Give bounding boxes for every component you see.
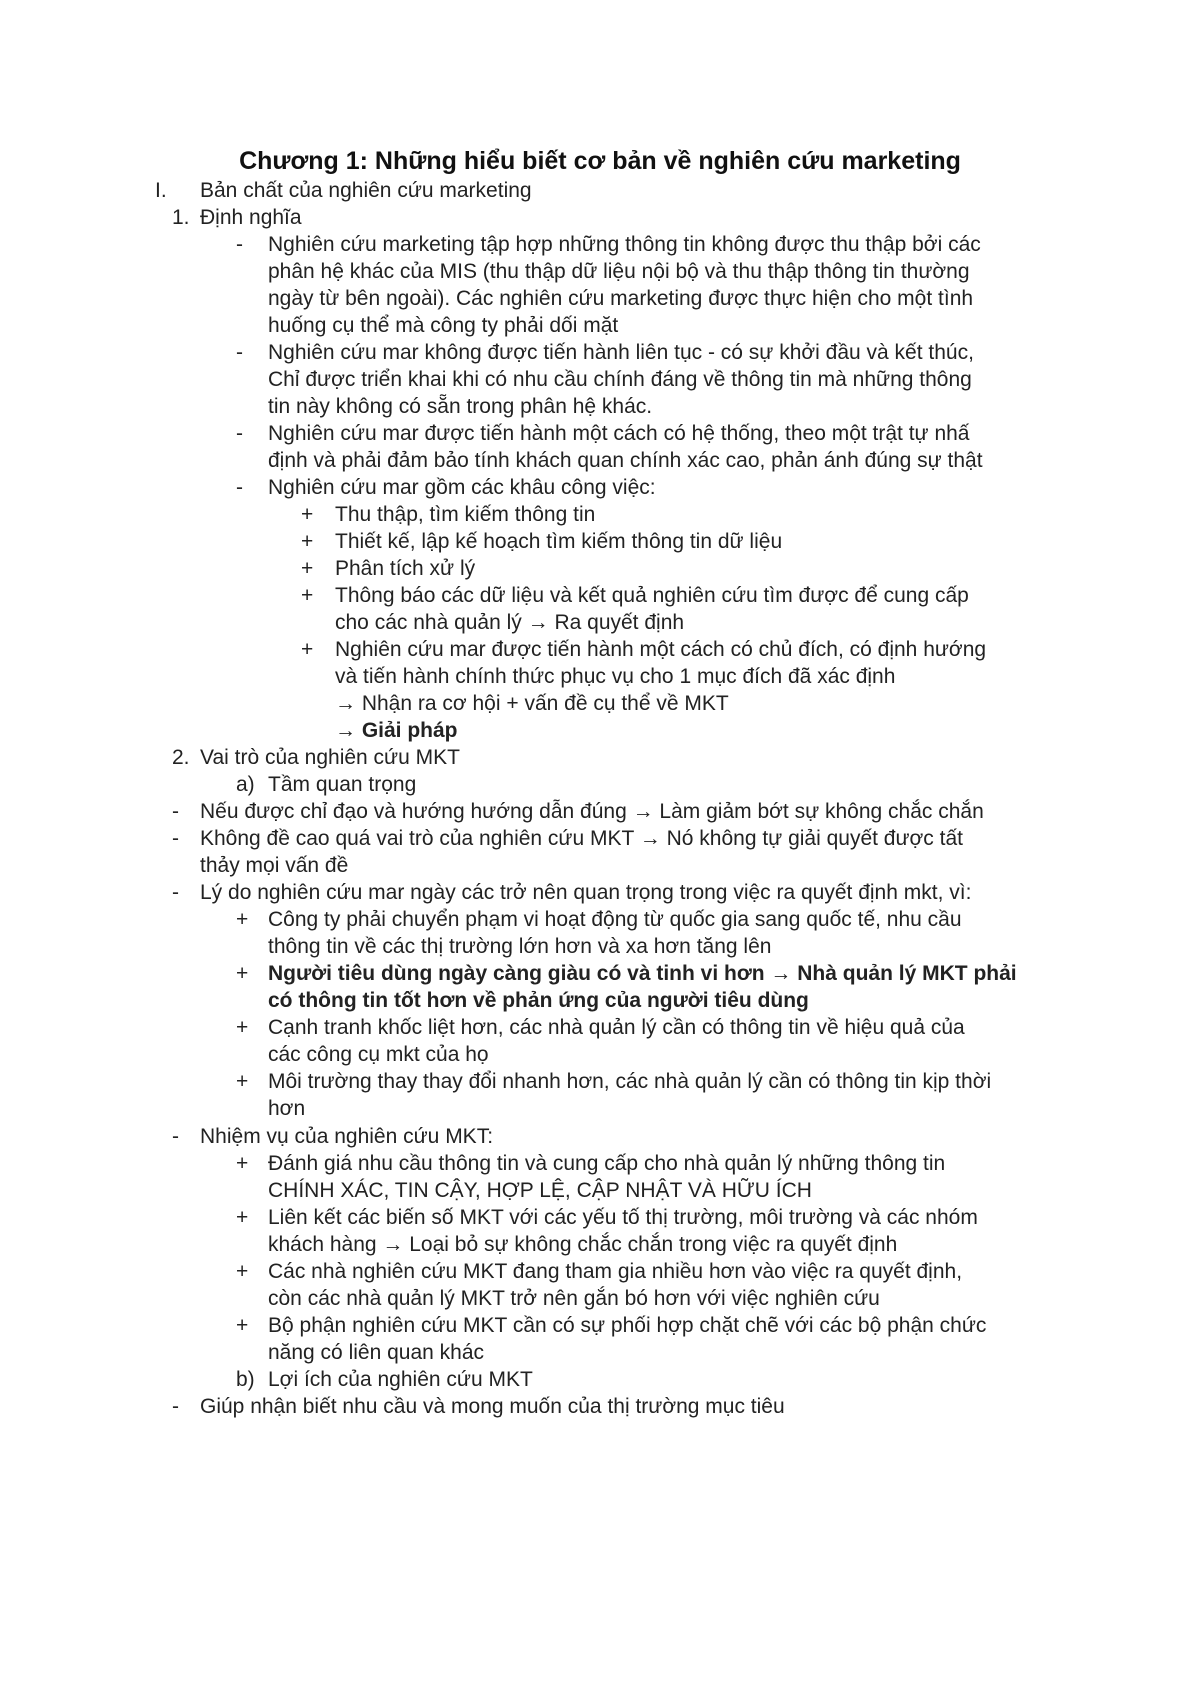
text-line: huống cụ thể mà công ty phải dối mặt xyxy=(268,314,619,337)
text-line: Chỉ được triển khai khi có nhu cầu chính đáng về thông tin mà những thông xyxy=(268,368,972,391)
text-line: Phân tích xử lý xyxy=(335,557,476,580)
text-line: Nếu được chỉ đạo và hướng hướng dẫn đúng → Làm giảm bớt sự không chắc chắn xyxy=(200,800,984,823)
list-marker: - xyxy=(172,827,179,850)
text-line: các công cụ mkt của họ xyxy=(268,1043,489,1066)
list-marker: - xyxy=(172,1125,179,1148)
list-marker: + xyxy=(236,908,249,931)
text-line: Bộ phận nghiên cứu MKT cần có sự phối hợp chặt chẽ với các bộ phận chức xyxy=(268,1314,987,1337)
text-line: Thu thập, tìm kiếm thông tin xyxy=(335,503,596,526)
list-marker: + xyxy=(236,1206,249,1229)
list-marker: + xyxy=(236,1314,249,1337)
list-marker: - xyxy=(236,233,243,256)
text-line: → Giải pháp xyxy=(335,719,458,742)
text-line: cho các nhà quản lý → Ra quyết định xyxy=(335,611,685,634)
text-line: Nghiên cứu mar được tiến hành một cách có hệ thống, theo một trật tự nhấ xyxy=(268,422,970,445)
text-line: Thiết kế, lập kế hoạch tìm kiếm thông tin dữ liệu xyxy=(335,530,783,553)
text-line: hơn xyxy=(268,1097,306,1120)
list-marker: + xyxy=(236,1152,249,1175)
list-marker: + xyxy=(236,1016,249,1039)
text-line: Nhiệm vụ của nghiên cứu MKT: xyxy=(200,1125,494,1148)
text-line: Nghiên cứu marketing tập hợp những thông tin không được thu thập bởi các xyxy=(268,233,981,256)
text-line: khách hàng → Loại bỏ sự không chắc chắn trong việc ra quyết định xyxy=(268,1233,898,1256)
text-line: Liên kết các biến số MKT với các yếu tố thị trường, môi trường và các nhóm xyxy=(268,1206,978,1229)
list-marker: + xyxy=(301,530,314,553)
text-line: Công ty phải chuyển phạm vi hoạt động từ quốc gia sang quốc tế, nhu cầu xyxy=(268,908,962,931)
text-line: CHÍNH XÁC, TIN CẬY, HỢP LỆ, CẬP NHẬT VÀ HỮU ÍCH xyxy=(268,1179,812,1202)
text-line: Người tiêu dùng ngày càng giàu có và tinh vi hơn → Nhà quản lý MKT phải xyxy=(268,962,1017,985)
text-line: còn các nhà quản lý MKT trở nên gắn bó hơn với việc nghiên cứu xyxy=(268,1287,880,1310)
text-line: phân hệ khác của MIS (thu thập dữ liệu nội bộ và thu thập thông tin thường xyxy=(268,260,970,283)
text-line: Lý do nghiên cứu mar ngày các trở nên quan trọng trong việc ra quyết định mkt, vì: xyxy=(200,881,972,904)
text-line: Nghiên cứu mar không được tiến hành liên tục - có sự khởi đầu và kết thúc, xyxy=(268,341,974,364)
text-line: Không đề cao quá vai trò của nghiên cứu MKT → Nó không tự giải quyết được tất xyxy=(200,827,963,850)
text-line: Thông báo các dữ liệu và kết quả nghiên cứu tìm được để cung cấp xyxy=(335,584,969,607)
text-line: có thông tin tốt hơn về phản ứng của người tiêu dùng xyxy=(268,989,809,1012)
text-line: năng có liên quan khác xyxy=(268,1341,484,1364)
text-line: Bản chất của nghiên cứu marketing xyxy=(200,179,532,202)
list-marker: + xyxy=(236,1070,249,1093)
list-marker: + xyxy=(301,638,314,661)
list-marker: b) xyxy=(236,1368,255,1391)
text-line: Cạnh tranh khốc liệt hơn, các nhà quản lý cần có thông tin về hiệu quả của xyxy=(268,1016,965,1039)
list-marker: 1. xyxy=(172,206,190,229)
text-line: Môi trường thay thay đổi nhanh hơn, các nhà quản lý cần có thông tin kịp thời xyxy=(268,1070,992,1093)
page-title: Chương 1: Những hiểu biết cơ bản về nghiên cứu marketing xyxy=(239,147,961,175)
text-line: Các nhà nghiên cứu MKT đang tham gia nhiều hơn vào việc ra quyết định, xyxy=(268,1260,963,1283)
text-line: Lợi ích của nghiên cứu MKT xyxy=(268,1368,533,1391)
list-marker: 2. xyxy=(172,746,190,769)
text-line: → Nhận ra cơ hội + vấn đề cụ thể về MKT xyxy=(335,692,729,715)
text-line: định và phải đảm bảo tính khách quan chính xác cao, phản ánh đúng sự thật xyxy=(268,449,983,472)
text-line: Tầm quan trọng xyxy=(268,773,417,796)
list-marker: - xyxy=(172,881,179,904)
list-marker: - xyxy=(236,476,243,499)
text-line: Giúp nhận biết nhu cầu và mong muốn của thị trường mục tiêu xyxy=(200,1395,785,1418)
list-marker: - xyxy=(236,341,243,364)
list-marker: - xyxy=(172,1395,179,1418)
list-marker: a) xyxy=(236,773,255,796)
list-marker: + xyxy=(236,1260,249,1283)
text-line: và tiến hành chính thức phục vụ cho 1 mục đích đã xác định xyxy=(335,665,896,688)
text-line: Đánh giá nhu cầu thông tin và cung cấp cho nhà quản lý những thông tin xyxy=(268,1152,946,1175)
list-marker: + xyxy=(301,503,314,526)
text-line: Định nghĩa xyxy=(200,206,302,229)
text-line: Vai trò của nghiên cứu MKT xyxy=(200,746,460,769)
list-marker: - xyxy=(236,422,243,445)
text-line: thảy mọi vấn đề xyxy=(200,854,349,877)
list-marker: I. xyxy=(155,179,167,202)
text-line: Nghiên cứu mar được tiến hành một cách có chủ đích, có định hướng xyxy=(335,638,987,661)
text-line: ngày từ bên ngoài). Các nghiên cứu marketing được thực hiện cho một tình xyxy=(268,287,974,310)
text-line: Nghiên cứu mar gồm các khâu công việc: xyxy=(268,476,656,499)
list-marker: - xyxy=(172,800,179,823)
list-marker: + xyxy=(301,584,314,607)
text-line: thông tin về các thị trường lớn hơn và xa hơn tăng lên xyxy=(268,935,772,958)
list-marker: + xyxy=(301,557,314,580)
text-line: tin này không có sẵn trong phân hệ khác. xyxy=(268,395,653,418)
list-marker: + xyxy=(236,962,249,985)
